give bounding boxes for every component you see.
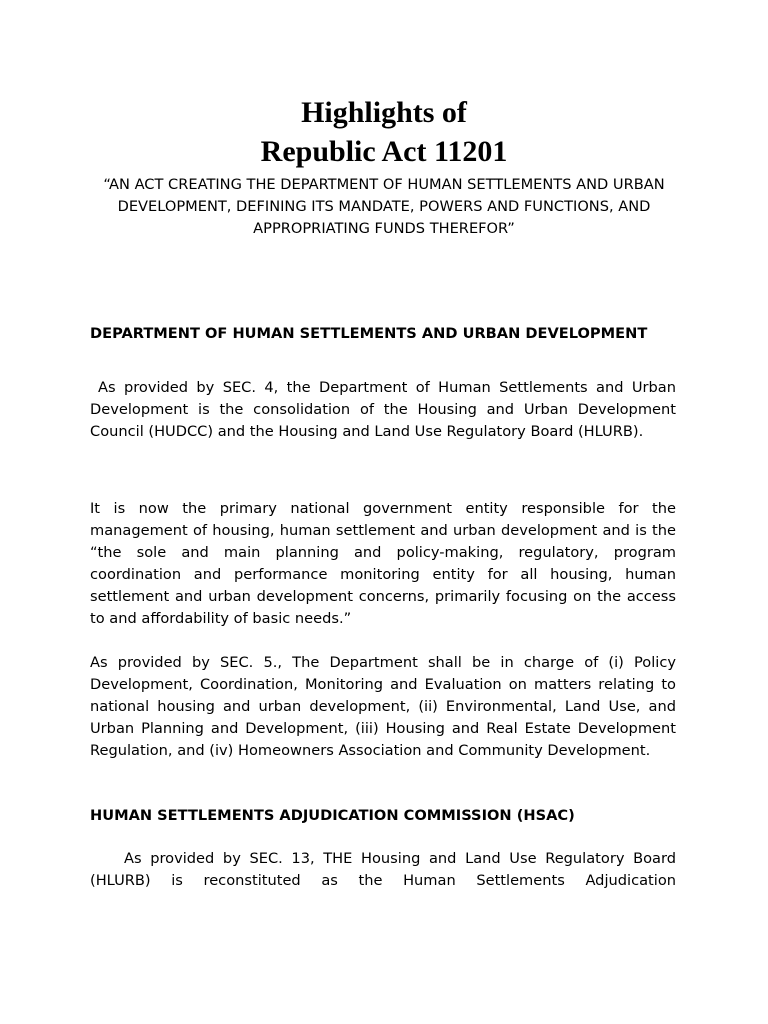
section-heading-dhsud: DEPARTMENT OF HUMAN SETTLEMENTS AND URBAN DEVELOPMENT [90,325,648,342]
document-title-line-1: Highlights of [301,96,467,129]
document-title-line-2: Republic Act 11201 [260,135,508,168]
act-full-title: “AN ACT CREATING THE DEPARTMENT OF HUMAN SETTLEMENTS AND URBAN DEVELOPMENT, DEFINING ITS MANDATE, POWERS AND FUNCTIONS, AND APPROPRIATING FUNDS THEREFOR” [103,176,665,237]
paragraph-sec-4: As provided by SEC. 4, the Department of Human Settlements and Urban Development is the consolidation of the Housing and Urban Development Council (HUDCC) and the Housing and Land Use Regulatory Board (HLURB). [90,379,676,440]
paragraph-sec-5: As provided by SEC. 5., The Department shall be in charge of (i) Policy Development, Coordination, Monitoring and Evaluation on matters relating to national housing and urban development, (ii) Environmental, Land Use, and Urban Planning and Development, (iii) Housing and Real Estate Development Regulation, and (iv) Homeowners Association and Community Development. [90,654,676,759]
section-heading-hsac: HUMAN SETTLEMENTS ADJUDICATION COMMISSION (HSAC) [90,807,575,824]
paragraph-primary-entity: It is now the primary national government entity responsible for the management of housing, human settlement and urban development and is the “the sole and main planning and policy-making, regulatory, program coordination and performance monitoring entity for all housing, human settlement and urban development concerns, primarily focusing on the access to and affordability of basic needs.” [90,500,676,627]
paragraph-sec-13: As provided by SEC. 13, THE Housing and Land Use Regulatory Board (HLURB) is reconstituted as the Human Settlements Adjudication [90,850,676,889]
